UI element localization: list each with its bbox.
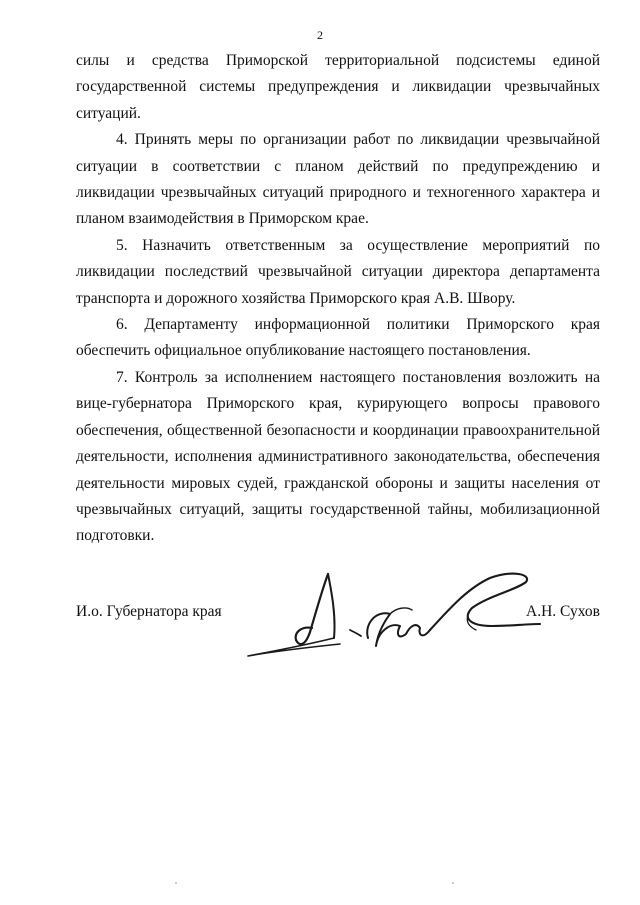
paragraph-item-4: 4. Принять меры по организации работ по ликвидации чрезвычайной ситуации в соответствии с планом действий по предупреждению и ликвидации чрезвычайных ситуаций природного и техногенного характера и планом взаимодействия в Приморском крае. bbox=[76, 131, 600, 228]
paragraph-item-5: 5. Назначить ответственным за осуществление мероприятий по ликвидации последствий чрезвычайной ситуации директора департамента транспорта и дорожного хозяйства Приморского края А.В. Швору. bbox=[76, 236, 600, 307]
signatory-name: А.Н. Сухов bbox=[526, 603, 600, 620]
document-body bbox=[76, 48, 600, 550]
page-number: 2 bbox=[317, 28, 323, 42]
handwritten-signature bbox=[240, 560, 550, 670]
signatory-title: И.о. Губернатора края bbox=[76, 603, 222, 620]
scan-artifact-dot bbox=[175, 882, 177, 884]
scan-artifact-dot bbox=[452, 882, 454, 884]
paragraph-item-6: 6. Департаменту информационной политики Приморского края обеспечить официальное опубликование настоящего постановления. bbox=[76, 316, 600, 360]
paragraph-item-7: 7. Контроль за исполнением настоящего постановления возложить на вице-губернатора Приморского края, курирующего вопросы правового обеспечения, общественной безопасности и координации правоохранительной деятельности, исполнения административного законодательства, обеспечения деятельности мировых судей, гражданской обороны и защиты населения от чрезвычайных ситуаций, защиты государственной тайны, мобилизационной подготовки. bbox=[76, 368, 600, 545]
paragraph-continuation: силы и средства Приморской территориальной подсистемы единой государственной системы предупреждения и ликвидации чрезвычайных ситуаций. bbox=[76, 52, 600, 122]
